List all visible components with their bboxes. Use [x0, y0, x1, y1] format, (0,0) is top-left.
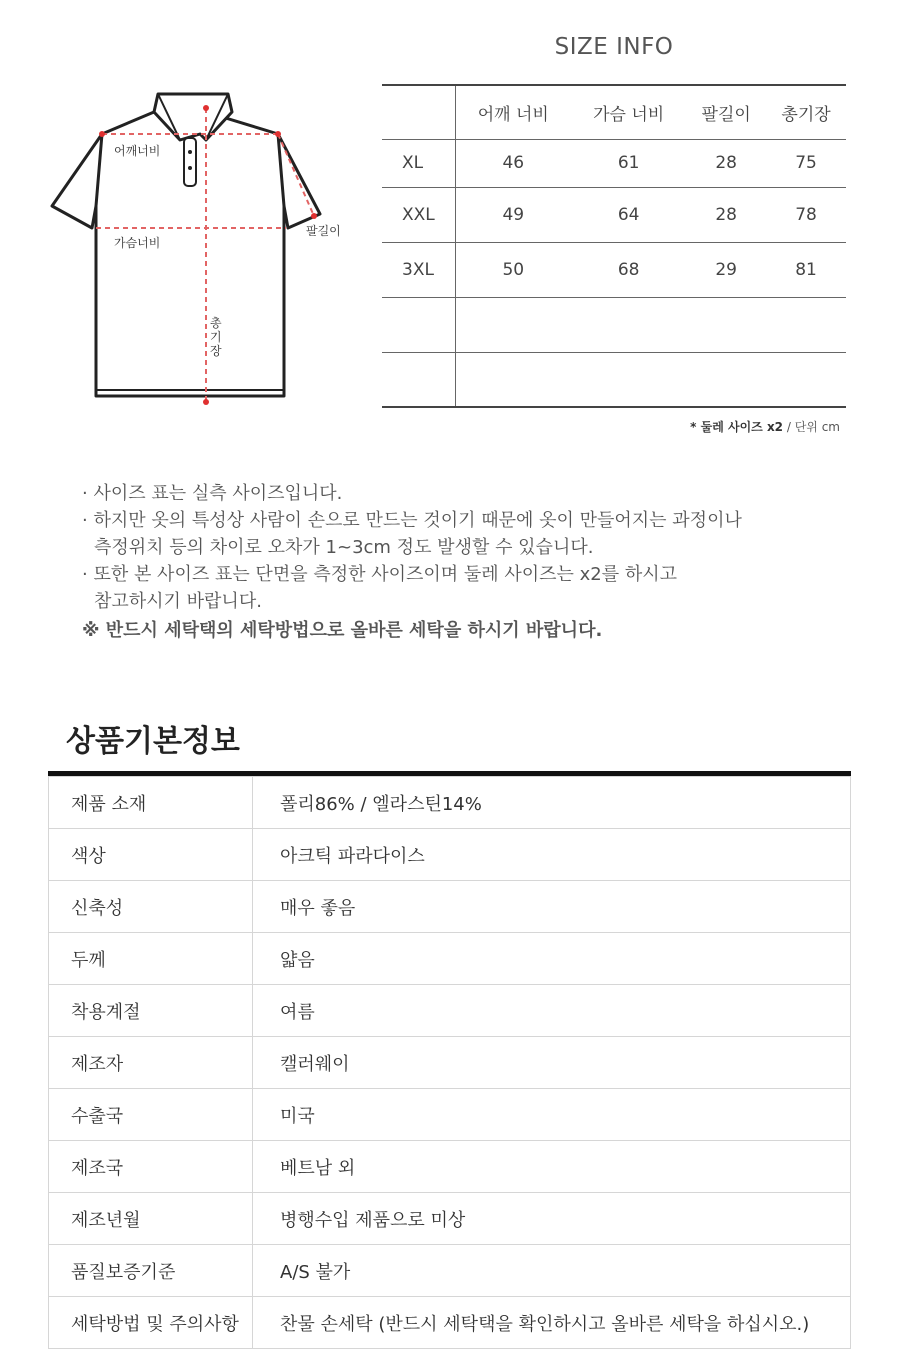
size-row	[382, 187, 846, 242]
note-line: · 사이즈 표는 실측 사이즈입니다.	[82, 483, 343, 504]
product-info-key: 두께	[49, 933, 253, 985]
size-value: 61	[617, 153, 640, 173]
size-table-header	[382, 85, 846, 139]
polo-shirt-size-diagram	[40, 84, 360, 414]
note-line: · 또한 본 사이즈 표는 단면을 측정한 사이즈이며 둘레 사이즈는 x2를 하시고	[82, 564, 678, 585]
size-value: 49	[502, 204, 525, 225]
size-info-title: SIZE INFO	[554, 34, 674, 60]
product-info-key: 제조자	[49, 1037, 253, 1089]
product-info-row	[49, 933, 851, 985]
size-value	[766, 297, 846, 352]
product-info-key: 색상	[49, 829, 253, 881]
product-info-row	[49, 1245, 851, 1297]
product-info-value: 아크틱 파라다이스	[253, 829, 851, 881]
size-label	[382, 352, 455, 407]
size-value	[686, 297, 766, 352]
note-line: · 하지만 옷의 특성상 사람이 손으로 만드는 것이기 때문에 옷이 만들어지는 과정이나	[82, 510, 742, 531]
product-info-row	[49, 1141, 851, 1193]
size-header-cell: 총기장	[781, 104, 831, 125]
product-info-row	[49, 777, 851, 829]
size-value: 46	[502, 153, 525, 173]
product-info-key: 착용계절	[49, 985, 253, 1037]
size-label: XL	[382, 139, 455, 187]
size-row	[382, 242, 846, 297]
product-info-value: 얇음	[253, 933, 851, 985]
product-info-row	[49, 1297, 851, 1349]
laundry-warning: ※ 반드시 세탁택의 세탁방법으로 올바른 세탁을 하시기 바랍니다.	[82, 620, 603, 641]
product-info-value: 베트남 외	[253, 1141, 851, 1193]
product-info-row	[49, 829, 851, 881]
total-length-label: 총기장	[210, 316, 222, 358]
size-value: 28	[715, 153, 737, 173]
size-value: 28	[715, 204, 737, 225]
size-value: 29	[715, 259, 737, 280]
size-header-cell: 팔길이	[701, 104, 751, 125]
product-info-key: 수출국	[49, 1089, 253, 1141]
size-table	[382, 84, 846, 408]
product-info-title: 상품기본정보	[66, 724, 240, 759]
product-info-key: 제조년월	[49, 1193, 253, 1245]
polo-shirt-illustration	[40, 84, 360, 414]
note-line: 측정위치 등의 차이로 오차가 1~3cm 정도 발생할 수 있습니다.	[94, 537, 594, 558]
size-value	[571, 352, 686, 407]
size-value: 50	[502, 259, 525, 280]
product-info-key: 세탁방법 및 주의사항	[49, 1297, 253, 1349]
size-notes	[82, 480, 842, 644]
size-header-cell	[382, 85, 455, 139]
product-info-key: 신축성	[49, 881, 253, 933]
product-info-row	[49, 985, 851, 1037]
size-row	[382, 297, 846, 352]
shoulder-width-label: 어깨너비	[114, 144, 161, 158]
size-note-bold: * 둘레 사이즈 x2	[690, 420, 784, 434]
size-value	[686, 352, 766, 407]
product-info-value: 병행수입 제품으로 미상	[253, 1193, 851, 1245]
product-info-value: 캘러웨이	[253, 1037, 851, 1089]
size-value: 64	[617, 204, 640, 225]
product-info-key: 품질보증기준	[49, 1245, 253, 1297]
product-info-table	[48, 776, 851, 1349]
product-info-row	[49, 1037, 851, 1089]
product-info-row	[49, 1193, 851, 1245]
sleeve-length-label: 팔길이	[306, 224, 341, 238]
size-value	[766, 352, 846, 407]
chest-width-label: 가슴너비	[114, 236, 161, 250]
size-header-cell: 가슴 너비	[593, 104, 665, 125]
size-label: XXL	[382, 187, 455, 242]
product-info-value: 폴리86% / 엘라스틴14%	[253, 777, 851, 829]
size-unit-note	[600, 418, 840, 435]
size-row	[382, 139, 846, 187]
size-label	[382, 297, 455, 352]
size-label: 3XL	[382, 242, 455, 297]
product-info-key: 제조국	[49, 1141, 253, 1193]
product-info-key: 제품 소재	[49, 777, 253, 829]
size-value: 75	[795, 153, 817, 173]
size-value	[455, 352, 571, 407]
size-row	[382, 352, 846, 407]
product-info-value: 찬물 손세탁 (반드시 세탁택을 확인하시고 올바른 세탁을 하십시오.)	[253, 1297, 851, 1349]
product-info-value: A/S 불가	[253, 1245, 851, 1297]
size-value: 81	[795, 259, 817, 280]
size-note-unit: / 단위 cm	[783, 420, 840, 434]
product-info-row	[49, 881, 851, 933]
size-header-cell: 어깨 너비	[477, 104, 549, 125]
size-value	[571, 297, 686, 352]
size-value: 78	[795, 204, 817, 225]
product-info-value: 미국	[253, 1089, 851, 1141]
product-info-value: 여름	[253, 985, 851, 1037]
note-line: 참고하시기 바랍니다.	[94, 591, 262, 612]
size-value	[455, 297, 571, 352]
product-info-value: 매우 좋음	[253, 881, 851, 933]
product-info-row	[49, 1089, 851, 1141]
size-value: 68	[617, 259, 640, 280]
